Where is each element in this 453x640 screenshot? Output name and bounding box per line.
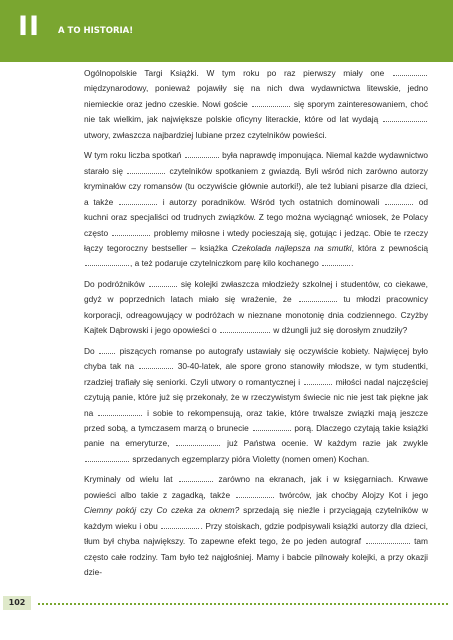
text-span: Do (84, 345, 95, 356)
paragraph-3 (84, 277, 428, 339)
section-title: A TO HISTORIA! (58, 26, 134, 36)
paragraph-4 (84, 344, 428, 468)
text-span: , a też podaruje czytelniczkom parę kilo kochanego (130, 258, 319, 269)
text-span: się kolejki zwłaszcza młodzieży szkolnej i studentów, co ciekawe, gdyż w poprzednich latach miało się wrażenie, że (84, 278, 428, 305)
gap-field[interactable] (185, 150, 219, 158)
gap-field[interactable] (176, 438, 220, 446)
text-span: utwory, zwłaszcza najbardziej lubiane przez czytelników powieści. (84, 129, 327, 140)
text-span: 30-40-latek, ale spore grono stanowiły młodsze, w tym studentki, rzadziej trafiały się seniorki. Czyli utwory o romantycznej i (84, 361, 429, 387)
text-span: problemy miłosne i wtedy pocieszają się, gotując i jedząc. Obie te rzeczy łączy tegoroczny bestseller – książka (84, 227, 428, 253)
gap-field[interactable] (220, 325, 270, 333)
gap-field[interactable] (127, 166, 165, 174)
gap-field[interactable] (98, 408, 142, 416)
text-span: miłości nadal najczęściej czytują panie, które już się przekonały, że w rzeczywistym świecie nic nie jest tak piękne jak na (84, 376, 429, 418)
section-number: II (18, 11, 41, 42)
gap-field[interactable] (139, 361, 173, 369)
gap-field[interactable] (161, 521, 199, 529)
gap-field[interactable] (119, 197, 157, 205)
gap-field[interactable] (236, 490, 274, 498)
paragraph-2 (84, 148, 428, 272)
text-span: w dżungli już się dorosłym znudziły? (273, 325, 408, 336)
text-span: . Przy stoiskach, gdzie podpisywali książki autorzy dla dzieci, tłum był chyba największy. To zapewne efekt tego, że po jeden autograf (84, 520, 428, 547)
gap-field[interactable] (304, 377, 332, 385)
gap-field[interactable] (85, 454, 129, 462)
text-span: W tym roku liczba spotkań (84, 150, 182, 161)
text-span: , która z pewnością (351, 242, 428, 253)
text-span: sprzedanych egzemplarzy pióra Violetty (nomen omen) Kochan. (132, 453, 370, 464)
paragraph-1 (84, 66, 428, 143)
text-span: tam często całe rodziny. Tam było też najgłośniej. Mamy i babcie pilnowały kolejki, a przy okazji dzie- (84, 536, 428, 578)
text-span: już Państwa ocenie. W każdym razie jak zwykle (227, 438, 428, 449)
text-span: . (351, 258, 354, 269)
footer-dotted-rule (38, 603, 448, 605)
gap-field[interactable] (383, 114, 427, 122)
text-span: międzynarodowy, ponieważ pojawiły się na nich dwa wydawnictwa litewskie, jedno niemieckie oraz jedno czeskie. Nowi goście (84, 83, 428, 109)
gap-field[interactable] (99, 346, 115, 354)
gap-field[interactable] (253, 423, 291, 431)
book-title: Ciemny pokój (84, 505, 137, 516)
exercise-text (84, 66, 428, 586)
gap-field[interactable] (393, 68, 427, 76)
text-span: zarówno na ekranach, jak i w księgarniach. Krwawe powieści albo takie z zagadką, także (84, 474, 428, 500)
gap-field[interactable] (366, 536, 410, 544)
text-span: od kuchni oraz specjaliści od trudnych związków. Z tego można wyciągnąć wniosek, że Polacy często (84, 196, 428, 238)
page-number: 102 (3, 596, 31, 610)
text-span: i autorzy poradników. Wśród tych ostatnich dominowali (162, 196, 380, 207)
text-span: twórców, jak choćby Alojzy Kot i jego (279, 489, 428, 500)
text-span: piszących romanse po autografy ustawiały się oczywiście kobiety. Najwięcej było chyba tak na (84, 345, 428, 372)
text-span: tu młodzi pracownicy korporacji, odreagowujący w podróżach w nieznane monotonię dnia codziennego. Czyżby Kajtek Dąbrowski i jego opowieści o (84, 294, 428, 336)
section-header-bar (0, 0, 453, 62)
text-span: Ogólnopolskie Targi Książki. W tym roku po raz pierwszy miały one (84, 68, 385, 78)
text-span: była naprawdę imponująca. Niemal każde wydawnictwo starało się (84, 150, 429, 176)
gap-field[interactable] (385, 197, 413, 205)
gap-field[interactable] (299, 294, 337, 302)
text-span: porą. Dlaczego czytają takie książki panie na emeryturze, (84, 422, 428, 449)
text-span: i sobie to rekompensują, oraz takie, które trwalsze związki mają jeszcze przed sobą, a tymczasem marzą o brunecie (84, 407, 428, 433)
paragraph-5 (84, 472, 428, 580)
gap-field[interactable] (252, 99, 290, 107)
text-span: czy (140, 505, 153, 516)
text-span: się sporym zainteresowaniem, choć nie tak wielkim, jak największe polskie oficyny literackie, które od lat wydają (84, 98, 428, 125)
book-title: Czekolada najlepsza na smutki (231, 242, 352, 253)
gap-field[interactable] (179, 474, 213, 482)
text-span: Kryminały od wielu lat (84, 474, 173, 485)
gap-field[interactable] (322, 258, 350, 266)
text-span: czytelników spotkaniem z gwiazdą. Byli wśród nich zarówno autorzy kryminałów czy romansów (tu oczywiście głównie autorki!), ale też lubiani pisarze dla dzieci, a także (84, 165, 428, 207)
text-span: sprzedają się nieźle i przyciągają czytelników w każdym wieku i obu (84, 505, 428, 531)
gap-field[interactable] (85, 258, 129, 266)
gap-field[interactable] (112, 228, 150, 236)
text-span: Do podróżników (84, 278, 145, 289)
book-title: Co czeka za oknem? (156, 505, 240, 516)
gap-field[interactable] (149, 279, 177, 287)
